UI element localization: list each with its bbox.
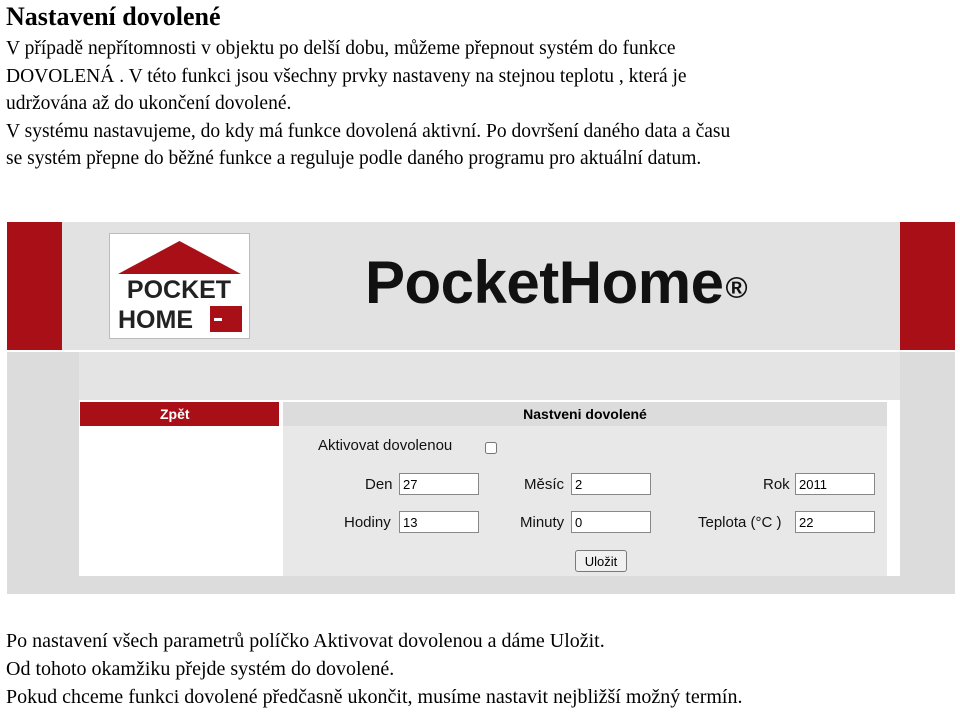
save-button[interactable]: Uložit bbox=[575, 550, 627, 572]
vacation-settings-panel bbox=[283, 402, 887, 576]
minuty-input[interactable] bbox=[571, 511, 651, 533]
house-roof-icon bbox=[118, 241, 241, 274]
logo-line1: POCKET bbox=[126, 276, 232, 304]
rok-input[interactable] bbox=[795, 473, 875, 495]
mesic-label: Měsíc bbox=[524, 476, 565, 493]
header-left-accent bbox=[7, 222, 62, 350]
logo-line2: HOME bbox=[118, 306, 193, 334]
hodiny-input[interactable] bbox=[399, 511, 479, 533]
intro-line: V systému nastavujeme, do kdy má funkce dovolená aktivní. Po dovršení daného data a času bbox=[6, 120, 731, 142]
content-bottom-band bbox=[79, 576, 900, 594]
minuty-label: Minuty bbox=[520, 514, 565, 531]
den-label: Den bbox=[365, 476, 393, 493]
intro-line: DOVOLENÁ . V této funkci jsou všechny prvky nastaveny na stejnou teplotu , která je bbox=[6, 65, 687, 87]
teplota-input[interactable] bbox=[795, 511, 875, 533]
activate-vacation-checkbox[interactable] bbox=[485, 442, 497, 454]
pockethome-logo bbox=[109, 233, 250, 339]
intro-line: V případě nepřítomnosti v objektu po delší dobu, můžeme přepnout systém do funkce bbox=[6, 38, 676, 59]
mesic-input[interactable] bbox=[571, 473, 651, 495]
brand-title bbox=[365, 248, 747, 318]
header-right-accent bbox=[900, 222, 955, 350]
app-screenshot bbox=[7, 218, 955, 594]
activate-vacation-label: Aktivovat dovolenou bbox=[318, 437, 453, 454]
panel-title: Nastveni dovolené bbox=[283, 402, 887, 426]
page-title: Nastavení dovolené bbox=[6, 2, 221, 31]
intro-line: se systém přepne do běžné funkce a reguluje podle daného programu pro aktuální datum. bbox=[6, 148, 702, 169]
rok-label: Rok bbox=[763, 476, 790, 493]
den-input[interactable] bbox=[399, 473, 479, 495]
intro-line: udržována až do ukončení dovolené. bbox=[6, 93, 292, 114]
footer-text bbox=[6, 627, 956, 711]
intro-text bbox=[6, 35, 951, 173]
left-gutter bbox=[7, 352, 79, 594]
footer-line: Od tohoto okamžiku přejde systém do dovolené. bbox=[6, 658, 395, 680]
back-button[interactable]: Zpět bbox=[80, 402, 279, 426]
footer-line: Po nastavení všech parametrů políčko Aktivovat dovolenou a dáme Uložit. bbox=[6, 630, 605, 652]
footer-line: Pokud chceme funkci dovolené předčasně ukončit, musíme nastavit nejbližší možný termín. bbox=[6, 686, 743, 708]
brand-name: PocketHome bbox=[365, 249, 724, 316]
right-gutter bbox=[900, 352, 955, 594]
teplota-label: Teplota (°C ) bbox=[698, 514, 782, 531]
hodiny-label: Hodiny bbox=[344, 514, 391, 531]
content-top-band bbox=[79, 352, 900, 400]
registered-mark: ® bbox=[725, 272, 748, 305]
